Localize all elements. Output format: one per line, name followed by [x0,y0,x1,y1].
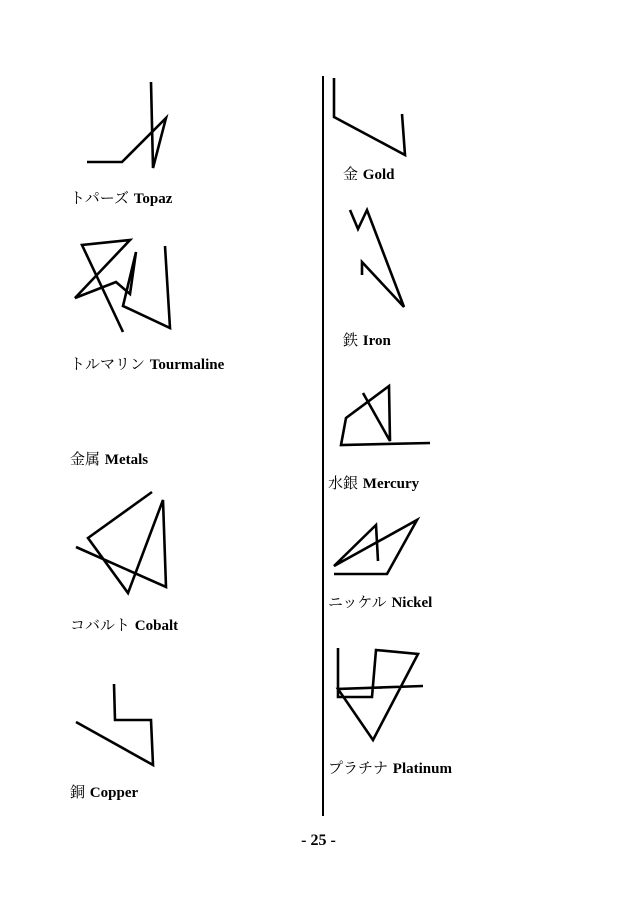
cobalt-label: コバルト Cobalt [70,616,179,634]
page-number: - 25 - [301,832,336,849]
iron-label: 鉄 Iron [343,331,391,349]
platinum-label: プラチナ Platinum [328,759,452,777]
mercury-label: 水銀 Mercury [328,474,420,492]
topaz-label: トパーズ Topaz [70,189,173,207]
copper-label: 銅 Copper [70,783,139,801]
metals-heading: 金属 Metals [70,450,149,468]
nickel-label: ニッケル Nickel [328,593,433,611]
gold-label: 金 Gold [343,165,395,183]
tourmaline-label: トルマリン Tourmaline [70,355,225,373]
